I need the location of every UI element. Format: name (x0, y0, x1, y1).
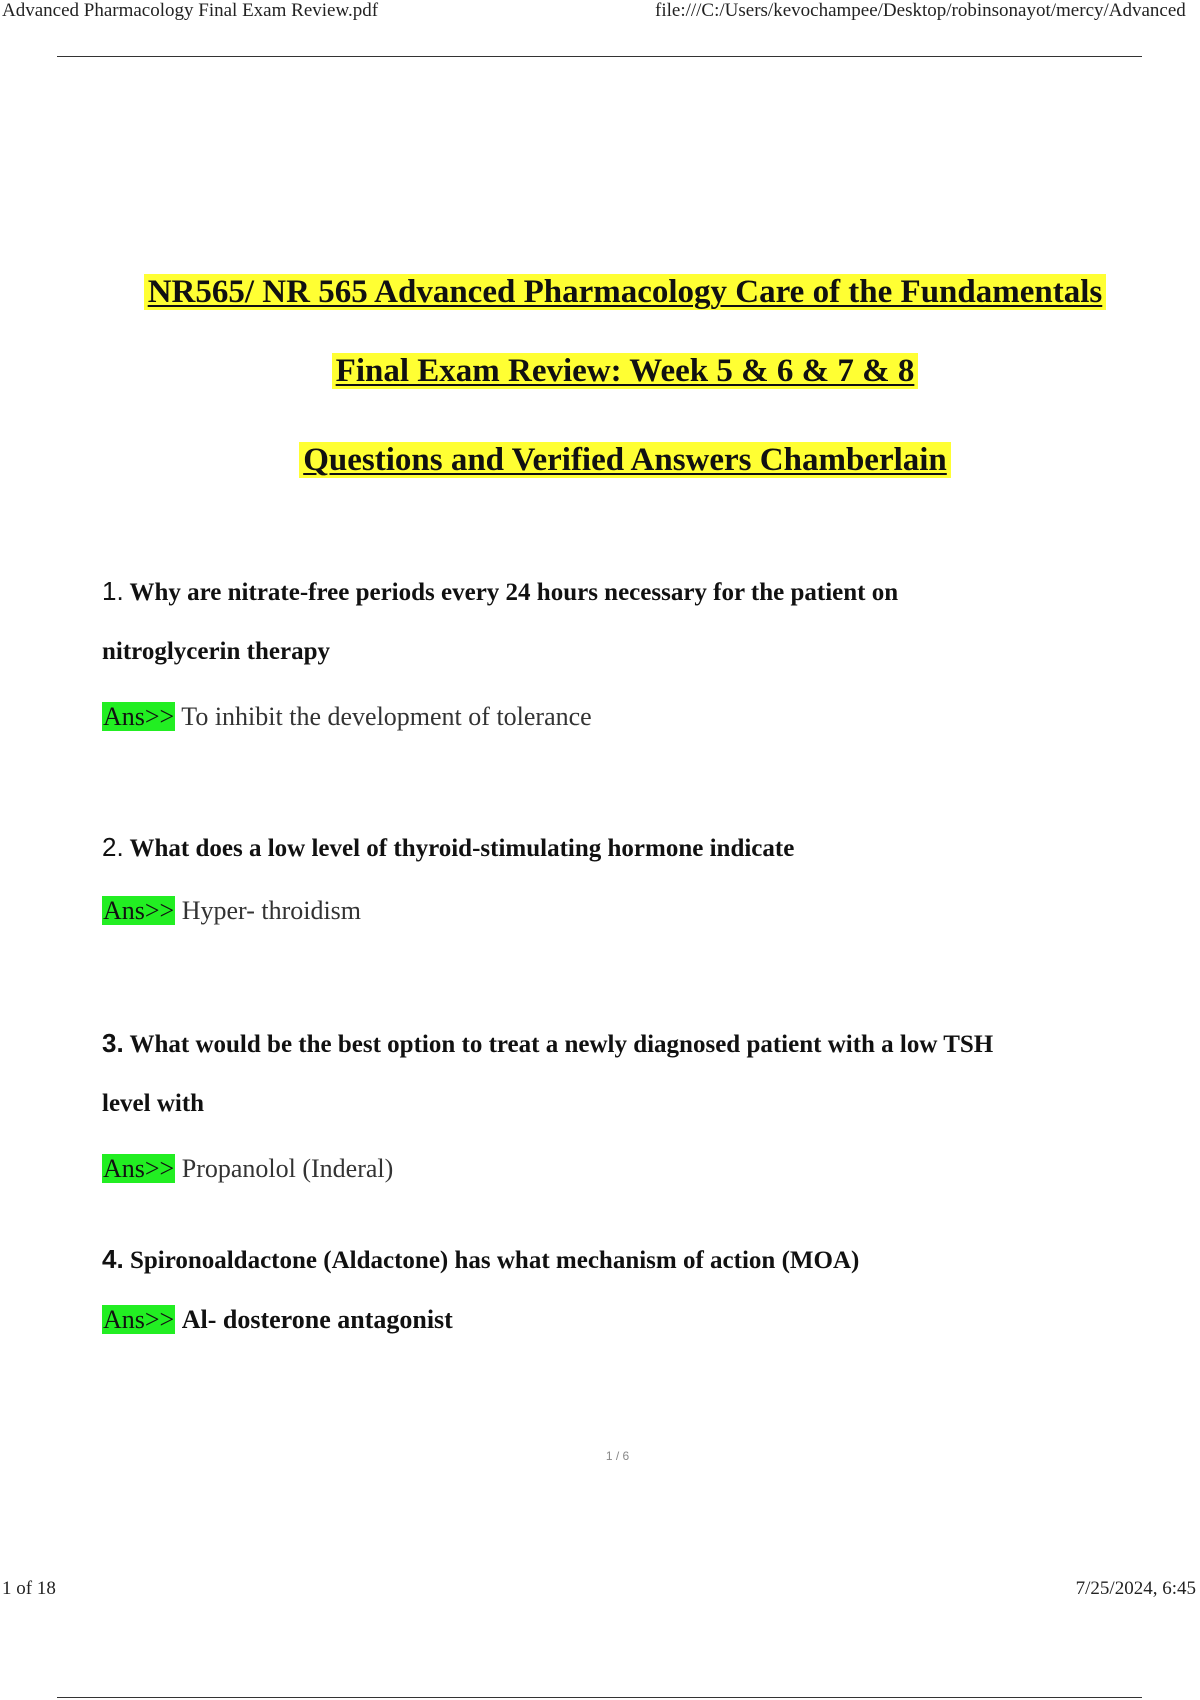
header-divider (57, 56, 1142, 57)
question-1-text: Why are nitrate-free periods every 24 hours necessary for the patient on (129, 579, 899, 606)
title-line-1-text: NR565/ NR 565 Advanced Pharmacology Care of the Fundamentals (144, 274, 1107, 310)
answer-1-tag: Ans>> (103, 702, 175, 731)
question-3-number: 3. (102, 1028, 124, 1058)
answer-4-text: Al- dosterone antagonist (181, 1305, 453, 1334)
footer-divider (57, 1697, 1142, 1698)
title-line-3 (0, 442, 1200, 479)
answer-4-tag: Ans>> (103, 1305, 175, 1334)
question-3-continued: level with (102, 1090, 205, 1117)
question-1 (102, 576, 898, 607)
title-line-2 (0, 353, 1200, 390)
question-4 (102, 1244, 859, 1275)
question-3-text: What would be the best option to treat a newly diagnosed patient with a low TSH (129, 1031, 994, 1058)
answer-1-text: To inhibit the development of tolerance (181, 702, 592, 731)
answer-3 (102, 1154, 393, 1184)
title-line-3-text: Questions and Verified Answers Chamberlain (299, 442, 951, 478)
title-line-2-text: Final Exam Review: Week 5 & 6 & 7 & 8 (332, 353, 919, 389)
print-timestamp: 7/25/2024, 6:45 (1075, 1578, 1196, 1599)
document-title: Advanced Pharmacology Final Exam Review.pdf (2, 0, 379, 21)
question-3 (102, 1028, 993, 1059)
answer-3-text: Propanolol (Inderal) (181, 1154, 394, 1183)
answer-1 (102, 702, 592, 732)
answer-2-tag: Ans>> (103, 896, 175, 925)
answer-3-tag: Ans>> (103, 1154, 175, 1183)
question-4-text: Spironoaldactone (Aldactone) has what mechanism of action (MOA) (129, 1247, 860, 1274)
page-indicator: 1 / 6 (605, 1449, 630, 1463)
title-line-1 (0, 274, 1200, 311)
answer-2-text: Hyper- throidism (181, 896, 362, 925)
page-counter: 1 of 18 (2, 1578, 56, 1599)
question-2-text: What does a low level of thyroid-stimulating hormone indicate (129, 835, 795, 862)
answer-2 (102, 896, 361, 926)
question-2 (102, 832, 794, 863)
answer-4 (102, 1305, 453, 1335)
question-1-continued: nitroglycerin therapy (102, 638, 330, 665)
question-2-number: 2. (102, 832, 124, 862)
question-4-number: 4. (102, 1244, 124, 1274)
question-1-number: 1. (102, 576, 124, 606)
file-url: file:///C:/Users/kevochampee/Desktop/robinsonayot/mercy/Advanced (655, 0, 1186, 21)
